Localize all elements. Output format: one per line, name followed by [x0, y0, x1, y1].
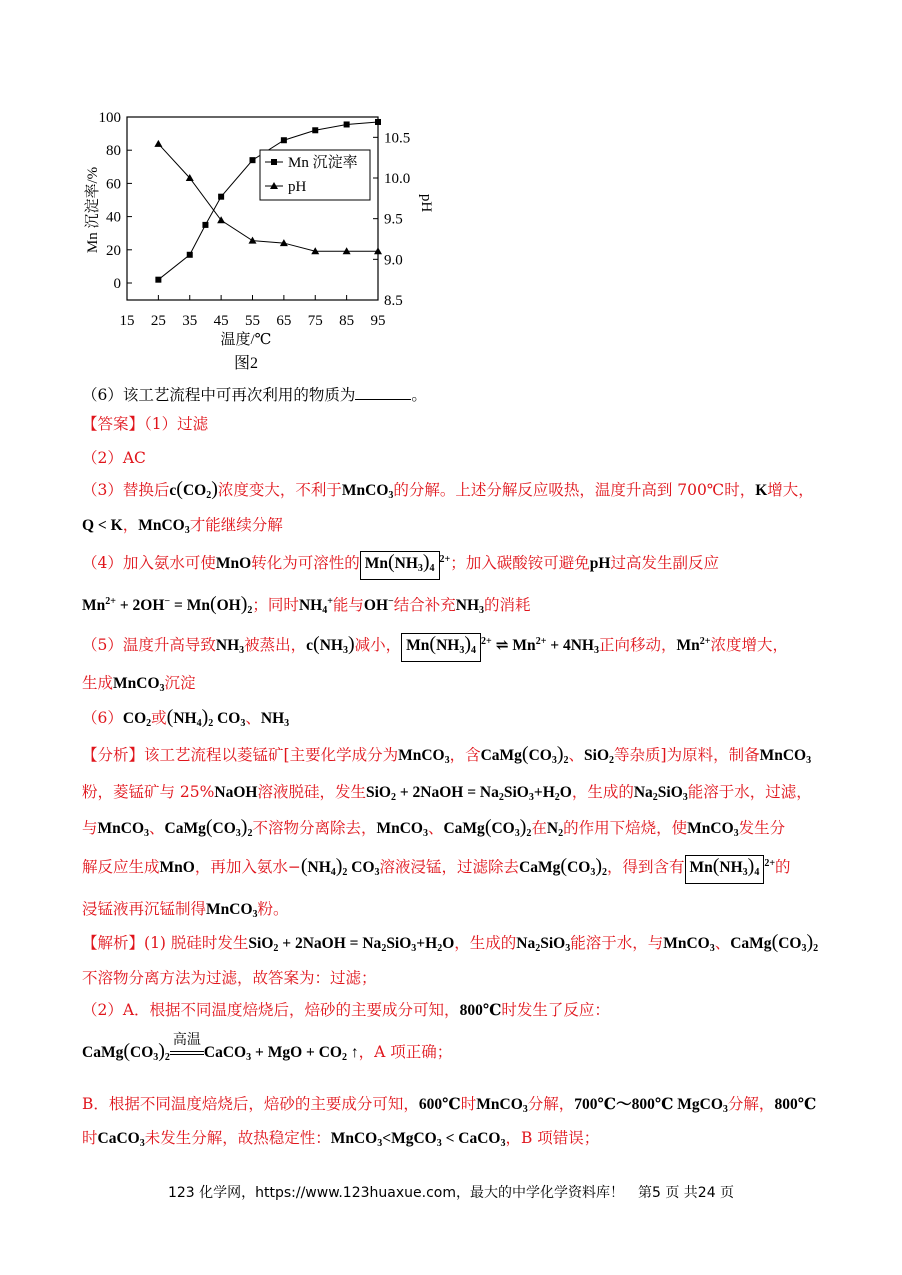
x-tick-label: 65 [276, 313, 292, 329]
a6-2: 或 [151, 709, 167, 727]
a4-8: 的消耗 [484, 596, 531, 614]
an-p17: ，再加入氨水− [194, 858, 301, 876]
y-right-tick-label: 9.5 [384, 211, 403, 228]
a4-7: 结合补充 [393, 596, 456, 614]
sol-s9: B．根据不同温度焙烧后，焙砂的主要成分可知， [82, 1095, 419, 1113]
a5-5: 浓度增大， [710, 636, 788, 654]
x-tick-label: 55 [245, 313, 260, 329]
a4-4: 过高发生副反应 [610, 554, 719, 572]
sol-s13: 时 [82, 1129, 98, 1147]
y-right-tick-label: 9.0 [384, 252, 403, 269]
mn-rate-point [250, 157, 256, 163]
analysis-line1 [82, 743, 832, 766]
x-tick-label: 85 [339, 313, 355, 329]
a5-2: 被蒸出， [244, 636, 307, 654]
analysis-line3 [82, 816, 832, 839]
chart-axes [127, 117, 378, 300]
an-p1: 该工艺流程以菱锰矿[主要化学成分为 [144, 746, 399, 764]
formula-oh: OH− [363, 596, 394, 614]
formula-mnco3: MnCO$_3$ [376, 820, 428, 839]
solution-tag: 【解析】 [82, 934, 145, 952]
mn-rate-point [218, 194, 224, 200]
formula-caco3: CaCO$_3$ [97, 1130, 145, 1149]
q6-end: 。 [411, 386, 427, 404]
formula-nh3: $NH_3$ [260, 710, 290, 729]
formula-na2sio3: $Na_2SiO_3$ [633, 784, 688, 803]
formula-mn-nh3-4: $Mn(NH_3)_4^{2+}$ [685, 859, 776, 876]
formula-stability-order: MnCO$_3$<MgCO$_3$ < CaCO$_3$ [330, 1130, 506, 1149]
answer-6 [82, 706, 832, 729]
an-p15: 发生分 [738, 819, 786, 837]
analysis-line5 [82, 897, 832, 920]
a6-3: 、 [245, 709, 261, 727]
formula-ph: pH [589, 555, 611, 572]
solution-line2 [82, 966, 832, 988]
formula-camg-co3-2: $CaMg(CO_3)_2$ [480, 743, 569, 766]
formula-mn-nh3-4: $Mn(NH_3)_4^{2+}$ [360, 555, 451, 572]
answer-3-line2: Q < K，MnCO$_3$才能继续分解 [82, 516, 283, 536]
an-p14: 的作用下焙烧，使 [563, 819, 688, 837]
sol-s4: 、 [714, 934, 731, 952]
x-tick-label: 15 [119, 313, 135, 329]
solution-line1 [82, 931, 832, 954]
formula-n2: $N_2$ [546, 820, 564, 839]
reaction-condition [170, 1033, 204, 1055]
q6-blank [355, 387, 411, 400]
temp-range: 700℃～800℃ MgCO$_3$ [574, 1096, 728, 1115]
y-left-tick-label: 20 [106, 242, 121, 259]
an-p8: 能溶于水，过滤， [687, 783, 812, 801]
an-p2: ，含 [449, 746, 481, 764]
x-axis-label: 温度/℃ [220, 332, 272, 348]
mn-rate-point [312, 127, 318, 133]
formula-nh4: $NH_4^+$ [298, 596, 333, 616]
temp-800: 800℃ [774, 1096, 817, 1113]
an-p16: 解反应生成 [82, 858, 160, 876]
y-axis-right-label: pH [418, 193, 434, 213]
a6-1: （6） [82, 709, 123, 727]
formula-camg-decomp: $CaMg(CO_3)_2$ 高温 CaCO$_3$ + MgO + $CO_2$ ↑ [82, 1044, 359, 1061]
formula-camg-co3-2: $CaMg(CO_3)_2$ [730, 931, 819, 954]
a3-2: 浓度变大，不利于 [217, 481, 342, 499]
sol-s2: ，生成的 [454, 934, 517, 952]
sol-s11: 分解， [527, 1095, 575, 1113]
formula-mnco3: MnCO$_3$ [113, 675, 165, 694]
formula-nh4-2co3: $(NH_4)_2$ $CO_3$ [166, 706, 246, 729]
ph-point [154, 140, 162, 147]
an-p12: 、 [427, 819, 444, 837]
answer-4-line1 [82, 551, 832, 580]
answer-2 [82, 446, 832, 468]
mn-rate-point [187, 252, 193, 258]
legend [260, 150, 370, 200]
formula-sio2: SiO$_2$ [584, 747, 615, 766]
condition-text: 高温 [172, 1033, 201, 1049]
sol-s10: 时 [460, 1095, 477, 1113]
a3-5: 才能继续分解 [189, 516, 283, 534]
formula-k: K [755, 482, 768, 499]
formula-mnco3: MnCO$_3$ [759, 747, 812, 766]
a4-6: 能与 [332, 596, 364, 614]
plot-frame [127, 117, 378, 300]
answer-1-text: （1）过滤 [144, 415, 209, 433]
temp-800: 800℃ [459, 1002, 502, 1019]
an-p10: 、 [149, 819, 165, 837]
an-p5: 粉，菱锰矿与 25% [82, 783, 215, 801]
solution-line5 [82, 1092, 832, 1115]
sol-s5: 不溶物分离方法为过滤，故答案为：过滤； [82, 969, 377, 987]
formula-c-co2: $c(CO_2)$ [169, 478, 218, 501]
mn-rate-point [375, 119, 381, 125]
a5-4: 正向移动， [598, 636, 677, 654]
an-p13: 在 [531, 819, 547, 837]
y-right-tick-label: 10.0 [384, 171, 411, 187]
formula-desilication: SiO$_2$ + 2NaOH = $Na_2SiO_3+H_2O$ [248, 935, 455, 954]
an-p3: 、 [568, 746, 585, 764]
sol-s1: (1) 脱硅时发生 [144, 934, 249, 952]
a4-3: ；加入碳酸铵可避免 [450, 554, 590, 572]
formula-camg-co3-2: $CaMg(CO_3)_2$ [164, 816, 253, 839]
figure-2-chart [0, 0, 902, 380]
formula-mnco3: MnCO$_3$ [476, 1096, 528, 1115]
an-p18: 溶液浸锰，过滤除去 [379, 858, 520, 876]
analysis-line4 [82, 855, 832, 884]
formula-mnco3: MnCO$_3$ [687, 820, 739, 839]
temp-600: 600℃ [418, 1096, 461, 1113]
analysis-tag: 【分析】 [82, 746, 145, 764]
chart-ticks [99, 110, 411, 329]
an-p7: ，生成的 [571, 783, 634, 801]
answer-3-line1 [82, 478, 832, 501]
formula-mnco3: MnCO$_3$ [138, 517, 190, 536]
a4-1: （4）加入氨水可使 [82, 554, 216, 572]
series-mn-rate [155, 119, 381, 283]
legend-marker-square [271, 159, 277, 165]
formula-mnco3: MnCO$_3$ [341, 482, 394, 501]
mn-rate-point [202, 222, 208, 228]
solution-line3 [82, 998, 832, 1020]
y-left-tick-label: 60 [106, 176, 121, 193]
formula-na2sio3: $Na_2SiO_3$ [516, 935, 571, 954]
a5-1: （5）温度升高导致 [82, 636, 216, 654]
sol-s15: ，B 项错误； [505, 1129, 600, 1147]
y-axis-left-label: Mn 沉淀率/% [85, 166, 101, 254]
a5-7: 沉淀 [164, 674, 196, 692]
x-tick-label: 75 [307, 313, 323, 329]
formula-co2: $CO_2$ [122, 710, 152, 729]
an-p22: 粉。 [257, 900, 289, 918]
x-tick-label: 25 [150, 313, 166, 329]
formula-c-nh3: $c(NH_3)$ [306, 633, 355, 656]
formula-equilibrium: $Mn(NH_3)_4^{2+}$ ⇌ $Mn^{2+} + 4NH_3$ [401, 637, 599, 654]
formula-mnco3: MnCO$_3$ [398, 747, 450, 766]
mn-rate-point [344, 121, 350, 127]
question-6 [82, 383, 832, 405]
sol-s12: 分解， [727, 1095, 775, 1113]
y-left-tick-label: 40 [106, 209, 121, 226]
x-tick-label: 95 [370, 313, 386, 329]
formula-camg-co3-2: $CaMg(CO_3)_2$ [519, 855, 607, 878]
an-p19: ，得到含有 [606, 858, 685, 876]
formula-mnco3: MnCO$_3$ [97, 820, 150, 839]
formula-nh3: $NH_3$ [215, 637, 245, 656]
formula-nh4-2co3: $(NH_4)_2$ $CO_3$ [300, 855, 380, 878]
sol-s7: 时发生了反应： [501, 1001, 610, 1019]
formula-mnco3: MnCO$_3$ [663, 935, 715, 954]
formula-naoh: NaOH [214, 784, 258, 801]
formula-camg-co3-2: $CaMg(CO_3)_2$ [443, 816, 532, 839]
answer-5-line1 [82, 633, 832, 662]
answer-5-line2 [82, 671, 832, 694]
formula-desilication: SiO$_2$ + 2NaOH = $Na_2SiO_3+H_2O$ [365, 784, 572, 803]
formula-mn2: $Mn^{2+}$ [676, 636, 711, 654]
an-p11: 不溶物分离除去， [252, 819, 377, 837]
analysis-line2 [82, 780, 832, 803]
y-left-tick-label: 80 [106, 143, 121, 160]
a4-5: ；同时 [252, 596, 299, 614]
mn-rate-point [281, 137, 287, 143]
solution-line4 [82, 1033, 832, 1063]
an-p20: 的 [775, 858, 791, 876]
an-p21: 浸锰液再沉锰制得 [82, 900, 207, 918]
formula-mno: MnO [215, 555, 252, 572]
y-right-tick-label: 10.5 [384, 130, 411, 147]
solution-line6 [82, 1126, 832, 1149]
mn-rate-point [155, 277, 161, 283]
sol-s14: 未发生分解，故热稳定性： [144, 1129, 331, 1147]
a3-4: 增大， [767, 481, 814, 499]
an-p4: 等杂质]为原料，制备 [614, 746, 760, 764]
legend-label-ph: pH [288, 179, 307, 195]
sol-s3: 能溶于水，与 [570, 934, 664, 952]
formula-mn-oh2: $Mn^{2+} + 2OH^- = Mn(OH)_2$ [82, 593, 253, 616]
formula-mnco3: MnCO$_3$ [206, 901, 258, 920]
a3-1: （3）替换后 [82, 481, 170, 499]
a4-2: 转化为可溶性的 [251, 554, 360, 572]
a5-3: 减小， [354, 636, 402, 654]
sol-s8: ，A 项正确； [358, 1043, 453, 1061]
page-footer: 123 化学网，https://www.123huaxue.com，最大的中学化学资料库！ 第5 页 共24 页 [167, 1185, 735, 1201]
figure-caption: 图2 [233, 355, 259, 372]
x-tick-label: 45 [213, 313, 229, 329]
formula-nh3: $NH_3$ [455, 597, 484, 616]
an-p6: 溶液脱硅，发生 [257, 783, 366, 801]
sol-s6: （2）A．根据不同温度焙烧后，焙砂的主要成分可知， [82, 1001, 460, 1019]
q6-text: （6）该工艺流程中可再次利用的物质为 [82, 386, 356, 404]
formula-mno: MnO [159, 859, 195, 876]
answer-2-text: （2）AC [82, 449, 146, 467]
legend-label-mn: Mn 沉淀率 [288, 155, 358, 171]
an-p9: 与 [82, 819, 98, 837]
y-left-tick-label: 100 [98, 110, 121, 126]
y-right-tick-label: 8.5 [384, 293, 403, 309]
a5-6: 生成 [82, 674, 114, 692]
formula-q-lt-k: Q < K [82, 517, 123, 534]
x-tick-label: 35 [182, 313, 198, 329]
answer-4-line2 [82, 593, 832, 616]
ph-point [249, 237, 257, 244]
answer-tag: 【答案】 [82, 415, 145, 433]
answer-1 [82, 412, 832, 434]
y-left-tick-label: 0 [113, 276, 121, 292]
a3-3: 的分解。上述分解反应吸热，温度升高到 700℃时， [393, 481, 756, 499]
